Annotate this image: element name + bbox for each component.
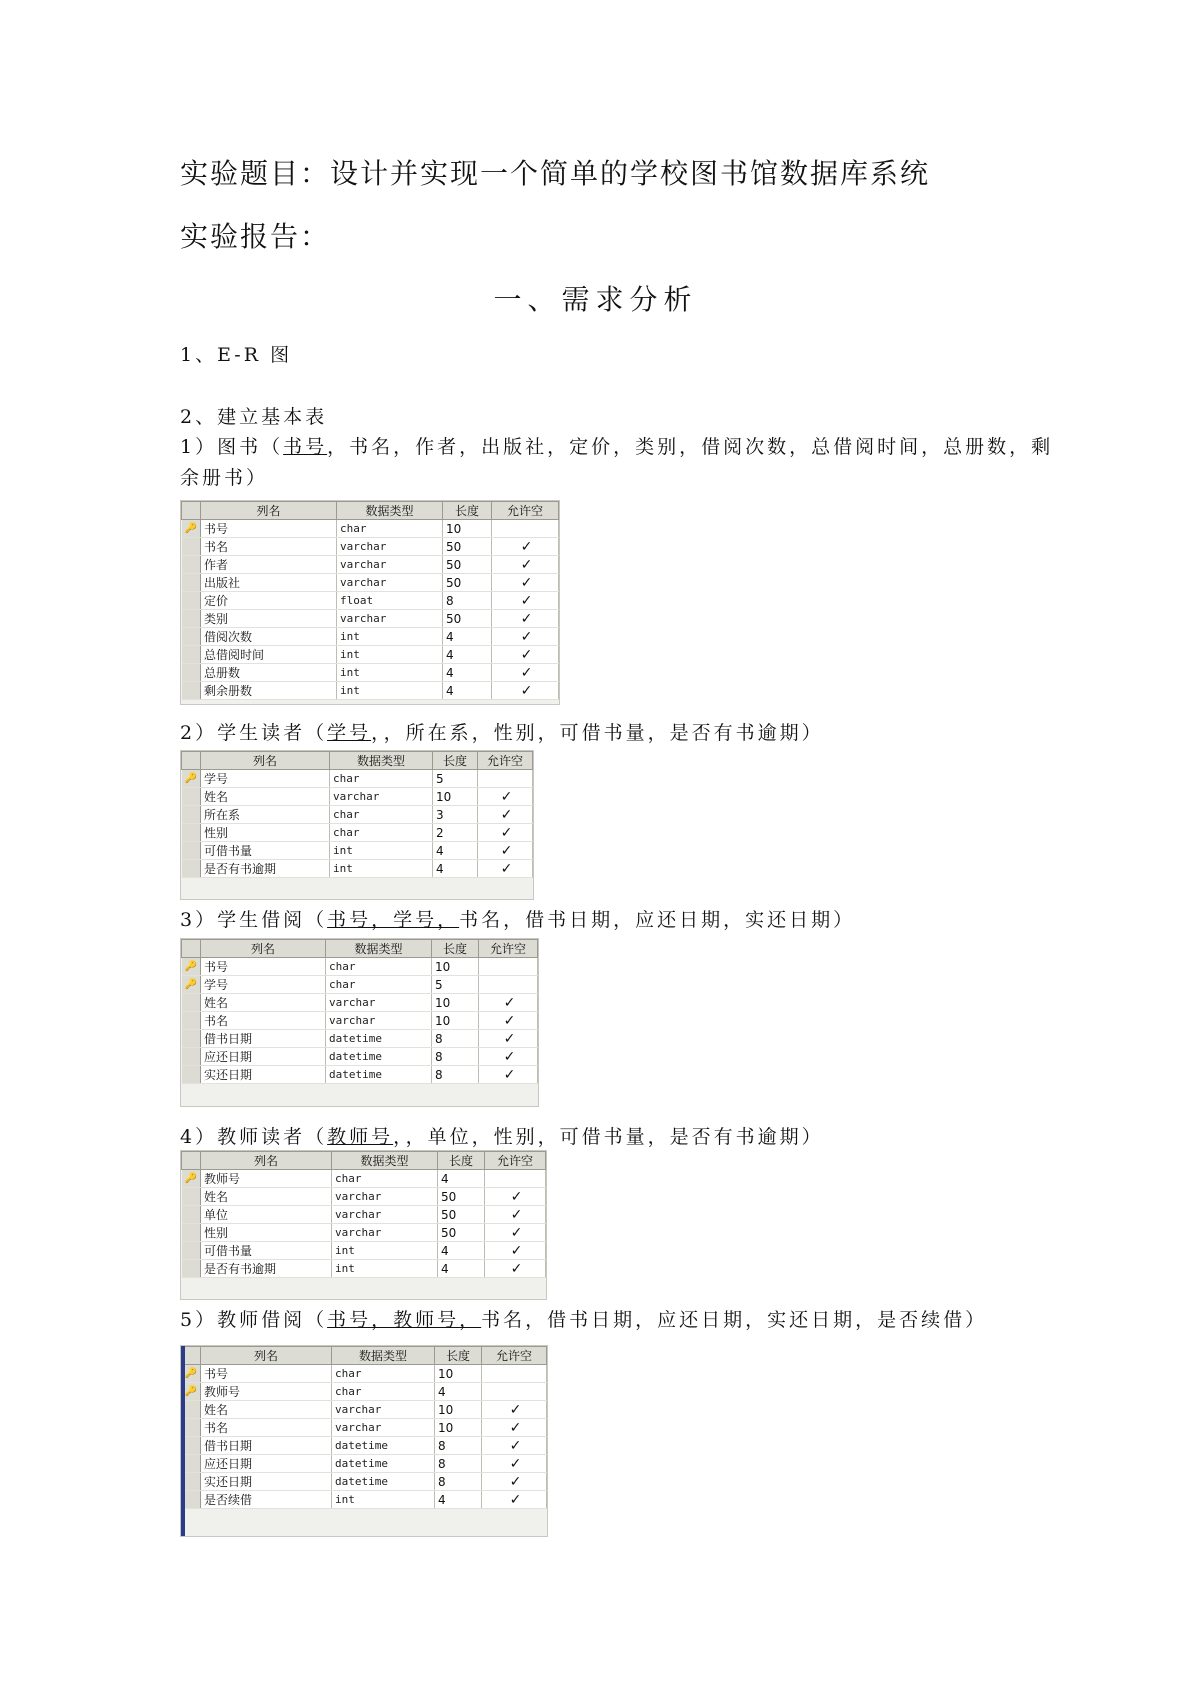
key-icon: 🔑: [182, 1170, 201, 1188]
column-header-name: 列名: [201, 1152, 332, 1170]
nullable-checkbox: ✓: [485, 1188, 546, 1206]
desc-rest: ，，所在系，性别，可借书量，是否有书逾期）: [371, 722, 824, 744]
key-icon: 🔑: [182, 770, 201, 788]
length-cell: 8: [443, 592, 492, 610]
nullable-checkbox: ✓: [482, 1401, 547, 1419]
table-row[interactable]: [182, 824, 533, 842]
table-row[interactable]: [182, 1365, 547, 1383]
desc-key: 教师号: [327, 1126, 394, 1148]
data-type-cell: datetime: [326, 1048, 432, 1066]
data-type-cell: char: [330, 770, 433, 788]
data-type-cell: datetime: [326, 1030, 432, 1048]
nullable-checkbox: [492, 520, 559, 538]
column-name-cell: 书号: [201, 520, 337, 538]
data-type-cell: char: [337, 520, 443, 538]
row-selector: [182, 538, 201, 556]
nullable-checkbox: ✓: [482, 1473, 547, 1491]
nullable-checkbox: ✓: [479, 1012, 538, 1030]
table-row[interactable]: [182, 1437, 547, 1455]
column-header-name: 列名: [201, 1347, 332, 1365]
empty-row: [182, 1084, 538, 1102]
row-selector: [182, 1242, 201, 1260]
table-desc-books: [180, 432, 1053, 459]
table-desc-books-line2: 余册书）: [180, 467, 269, 489]
data-type-cell: varchar: [332, 1206, 438, 1224]
column-name-cell: 性别: [201, 1224, 332, 1242]
data-type-cell: varchar: [326, 1012, 432, 1030]
item-er-diagram: 1、E-R 图: [180, 344, 293, 366]
table-row[interactable]: [182, 770, 533, 788]
desc-rest: 书名，借书日期，应还日期，实还日期）: [459, 909, 856, 931]
length-cell: 8: [435, 1455, 482, 1473]
table-row[interactable]: [182, 1491, 547, 1509]
column-name-cell: 单位: [201, 1206, 332, 1224]
column-header-type: 数据类型: [326, 940, 432, 958]
length-cell: 4: [443, 682, 492, 700]
length-cell: 4: [438, 1242, 485, 1260]
data-type-cell: varchar: [337, 574, 443, 592]
length-cell: 4: [433, 860, 478, 878]
column-header-nullable: 允许空: [478, 752, 533, 770]
data-type-cell: char: [326, 958, 432, 976]
selector-header: [182, 502, 201, 520]
empty-row: [182, 1278, 546, 1296]
table-row[interactable]: [182, 1066, 538, 1084]
data-type-cell: int: [330, 860, 433, 878]
row-selector: [182, 1188, 201, 1206]
nullable-checkbox: ✓: [482, 1437, 547, 1455]
nullable-checkbox: [485, 1170, 546, 1188]
nullable-checkbox: ✓: [492, 664, 559, 682]
nullable-checkbox: ✓: [482, 1491, 547, 1509]
length-cell: 10: [435, 1365, 482, 1383]
length-cell: 4: [435, 1491, 482, 1509]
nullable-checkbox: ✓: [492, 574, 559, 592]
length-cell: 8: [435, 1473, 482, 1491]
data-type-cell: int: [332, 1491, 435, 1509]
table-row[interactable]: [182, 1048, 538, 1066]
nullable-checkbox: ✓: [492, 592, 559, 610]
table-row[interactable]: [182, 1224, 546, 1242]
length-cell: 10: [432, 994, 479, 1012]
nullable-checkbox: ✓: [478, 788, 533, 806]
data-type-cell: varchar: [332, 1401, 435, 1419]
empty-row: [182, 700, 559, 706]
data-type-cell: varchar: [332, 1419, 435, 1437]
row-selector: [182, 842, 201, 860]
table-desc-teacher-readers: [180, 1122, 824, 1149]
nullable-checkbox: ✓: [479, 1030, 538, 1048]
column-name-cell: 书名: [201, 538, 337, 556]
desc-key: 书号，学号，: [327, 909, 460, 931]
column-name-cell: 借书日期: [201, 1437, 332, 1455]
desc-rest: 书名，借书日期，应还日期，实还日期，是否续借）: [481, 1309, 988, 1331]
column-header-nullable: 允许空: [485, 1152, 546, 1170]
selector-header: [182, 940, 201, 958]
row-selector: [182, 610, 201, 628]
schema-grid-student-readers: [180, 750, 534, 900]
table-row[interactable]: [182, 994, 538, 1012]
column-name-cell: 姓名: [201, 1188, 332, 1206]
row-selector: [182, 1048, 201, 1066]
length-cell: 10: [435, 1419, 482, 1437]
column-header-length: 长度: [438, 1152, 485, 1170]
length-cell: 10: [433, 788, 478, 806]
nullable-checkbox: ✓: [485, 1224, 546, 1242]
table-row[interactable]: [182, 1260, 546, 1278]
column-header-name: 列名: [201, 502, 337, 520]
row-selector: [182, 806, 201, 824]
schema-table: [181, 501, 559, 705]
table-row[interactable]: [182, 538, 559, 556]
column-header-name: 列名: [201, 752, 330, 770]
desc-prefix: 4）教师读者（: [180, 1126, 328, 1148]
column-name-cell: 实还日期: [201, 1066, 326, 1084]
column-name-cell: 是否有书逾期: [201, 1260, 332, 1278]
grid-left-bar: [181, 1346, 185, 1536]
column-name-cell: 是否续借: [201, 1491, 332, 1509]
table-row[interactable]: [182, 1242, 546, 1260]
column-header-length: 长度: [443, 502, 492, 520]
data-type-cell: char: [332, 1170, 438, 1188]
data-type-cell: varchar: [337, 556, 443, 574]
data-type-cell: char: [332, 1383, 435, 1401]
length-cell: 3: [433, 806, 478, 824]
length-cell: 4: [438, 1260, 485, 1278]
length-cell: 50: [443, 574, 492, 592]
table-row[interactable]: [182, 842, 533, 860]
column-name-cell: 借阅次数: [201, 628, 337, 646]
column-header-length: 长度: [433, 752, 478, 770]
column-name-cell: 作者: [201, 556, 337, 574]
data-type-cell: datetime: [332, 1437, 435, 1455]
column-name-cell: 可借书量: [201, 842, 330, 860]
table-row[interactable]: [182, 1401, 547, 1419]
data-type-cell: char: [332, 1365, 435, 1383]
nullable-checkbox: ✓: [492, 610, 559, 628]
table-desc-student-readers: [180, 718, 824, 745]
row-selector: [182, 1224, 201, 1242]
length-cell: 50: [443, 610, 492, 628]
desc-key: 书号: [283, 436, 328, 458]
nullable-checkbox: ✓: [492, 538, 559, 556]
length-cell: 8: [432, 1030, 479, 1048]
column-header-length: 长度: [435, 1347, 482, 1365]
length-cell: 50: [438, 1188, 485, 1206]
table-row[interactable]: [182, 628, 559, 646]
table-row[interactable]: [182, 860, 533, 878]
nullable-checkbox: ✓: [479, 1048, 538, 1066]
nullable-checkbox: ✓: [482, 1419, 547, 1437]
column-name-cell: 定价: [201, 592, 337, 610]
column-header-nullable: 允许空: [492, 502, 559, 520]
schema-grid-books: [180, 500, 560, 705]
column-name-cell: 所在系: [201, 806, 330, 824]
key-icon: 🔑: [182, 958, 201, 976]
column-name-cell: 性别: [201, 824, 330, 842]
table-row[interactable]: [182, 520, 559, 538]
nullable-checkbox: [482, 1365, 547, 1383]
schema-grid-teacher-borrowing: [180, 1345, 548, 1537]
data-type-cell: int: [332, 1242, 438, 1260]
column-name-cell: 书名: [201, 1419, 332, 1437]
column-header-type: 数据类型: [332, 1152, 438, 1170]
length-cell: 10: [435, 1401, 482, 1419]
empty-row: [182, 878, 533, 896]
row-selector: [182, 994, 201, 1012]
column-name-cell: 实还日期: [201, 1473, 332, 1491]
length-cell: 50: [443, 538, 492, 556]
nullable-checkbox: ✓: [479, 1066, 538, 1084]
desc-prefix: 2）学生读者（: [180, 722, 328, 744]
table-row[interactable]: [182, 592, 559, 610]
nullable-checkbox: ✓: [478, 842, 533, 860]
length-cell: 5: [432, 976, 479, 994]
row-selector: [182, 646, 201, 664]
length-cell: 4: [443, 628, 492, 646]
nullable-checkbox: ✓: [478, 824, 533, 842]
key-icon: 🔑: [182, 1365, 201, 1383]
schema-table: [181, 1151, 546, 1295]
data-type-cell: int: [337, 646, 443, 664]
length-cell: 4: [433, 842, 478, 860]
schema-table: [181, 939, 538, 1101]
column-name-cell: 学号: [201, 770, 330, 788]
table-row[interactable]: [182, 646, 559, 664]
length-cell: 4: [443, 646, 492, 664]
nullable-checkbox: ✓: [482, 1455, 547, 1473]
schema-grid-teacher-readers: [180, 1150, 547, 1300]
data-type-cell: varchar: [332, 1224, 438, 1242]
desc-prefix: 1）图书（: [180, 436, 284, 458]
nullable-checkbox: ✓: [492, 628, 559, 646]
empty-row: [182, 1509, 547, 1527]
column-header-type: 数据类型: [332, 1347, 435, 1365]
selector-header: [182, 1152, 201, 1170]
column-name-cell: 书号: [201, 1365, 332, 1383]
column-header-name: 列名: [201, 940, 326, 958]
column-name-cell: 可借书量: [201, 1242, 332, 1260]
desc-prefix: 5）教师借阅（: [180, 1309, 328, 1331]
row-selector: [182, 664, 201, 682]
column-header-nullable: 允许空: [479, 940, 538, 958]
data-type-cell: int: [332, 1260, 438, 1278]
schema-table: [181, 1346, 547, 1526]
column-name-cell: 总册数: [201, 664, 337, 682]
nullable-checkbox: ✓: [492, 646, 559, 664]
nullable-checkbox: ✓: [478, 806, 533, 824]
length-cell: 8: [435, 1437, 482, 1455]
desc-key: 书号，教师号，: [327, 1309, 482, 1331]
data-type-cell: varchar: [337, 538, 443, 556]
desc-prefix: 3）学生借阅（: [180, 909, 328, 931]
section-heading-requirements: 一、需求分析: [493, 283, 698, 316]
length-cell: 4: [438, 1170, 485, 1188]
data-type-cell: datetime: [332, 1455, 435, 1473]
table-row[interactable]: [182, 556, 559, 574]
column-header-nullable: 允许空: [482, 1347, 547, 1365]
key-icon: 🔑: [182, 1383, 201, 1401]
desc-key: 学号: [327, 722, 372, 744]
data-type-cell: datetime: [332, 1473, 435, 1491]
column-name-cell: 书名: [201, 1012, 326, 1030]
row-selector: [182, 1012, 201, 1030]
report-label: 实验报告：: [180, 220, 331, 253]
column-name-cell: 姓名: [201, 788, 330, 806]
data-type-cell: float: [337, 592, 443, 610]
column-name-cell: 出版社: [201, 574, 337, 592]
row-selector: [182, 860, 201, 878]
column-header-type: 数据类型: [330, 752, 433, 770]
column-name-cell: 剩余册数: [201, 682, 337, 700]
length-cell: 50: [443, 556, 492, 574]
nullable-checkbox: [479, 976, 538, 994]
nullable-checkbox: ✓: [492, 556, 559, 574]
table-row[interactable]: [182, 682, 559, 700]
row-selector: [182, 628, 201, 646]
table-row[interactable]: [182, 664, 559, 682]
data-type-cell: varchar: [326, 994, 432, 1012]
column-name-cell: 应还日期: [201, 1455, 332, 1473]
column-name-cell: 应还日期: [201, 1048, 326, 1066]
table-row[interactable]: [182, 1383, 547, 1401]
column-header-length: 长度: [432, 940, 479, 958]
data-type-cell: char: [326, 976, 432, 994]
column-header-type: 数据类型: [337, 502, 443, 520]
length-cell: 8: [432, 1066, 479, 1084]
column-name-cell: 类别: [201, 610, 337, 628]
row-selector: [182, 824, 201, 842]
desc-rest: ，，单位，性别，可借书量，是否有书逾期）: [393, 1126, 824, 1148]
key-icon: 🔑: [182, 520, 201, 538]
table-row[interactable]: [182, 788, 533, 806]
length-cell: 10: [443, 520, 492, 538]
nullable-checkbox: ✓: [479, 994, 538, 1012]
column-name-cell: 总借阅时间: [201, 646, 337, 664]
table-row[interactable]: [182, 976, 538, 994]
row-selector: [182, 574, 201, 592]
length-cell: 10: [432, 1012, 479, 1030]
length-cell: 8: [432, 1048, 479, 1066]
length-cell: 5: [433, 770, 478, 788]
nullable-checkbox: [482, 1383, 547, 1401]
table-desc-student-borrowing: [180, 905, 855, 932]
schema-grid-student-borrowing: [180, 938, 539, 1107]
length-cell: 4: [435, 1383, 482, 1401]
table-row[interactable]: [182, 958, 538, 976]
column-name-cell: 姓名: [201, 994, 326, 1012]
item-basic-tables: 2、建立基本表: [180, 406, 328, 428]
table-row[interactable]: [182, 1188, 546, 1206]
row-selector: [182, 788, 201, 806]
data-type-cell: int: [337, 664, 443, 682]
row-selector: [182, 1030, 201, 1048]
selector-header: [182, 752, 201, 770]
data-type-cell: int: [337, 682, 443, 700]
data-type-cell: char: [330, 806, 433, 824]
nullable-checkbox: ✓: [492, 682, 559, 700]
row-selector: [182, 1206, 201, 1224]
data-type-cell: char: [330, 824, 433, 842]
nullable-checkbox: [479, 958, 538, 976]
row-selector: [182, 1066, 201, 1084]
data-type-cell: int: [330, 842, 433, 860]
key-icon: 🔑: [182, 976, 201, 994]
column-name-cell: 书号: [201, 958, 326, 976]
desc-rest: ，书名，作者，出版社，定价，类别，借阅次数，总借阅时间，总册数，剩: [327, 436, 1054, 458]
schema-table: [181, 751, 533, 895]
data-type-cell: varchar: [330, 788, 433, 806]
data-type-cell: varchar: [337, 610, 443, 628]
table-row[interactable]: [182, 1030, 538, 1048]
column-name-cell: 借书日期: [201, 1030, 326, 1048]
table-row[interactable]: [182, 1455, 547, 1473]
row-selector: [182, 1260, 201, 1278]
table-row[interactable]: [182, 574, 559, 592]
table-row[interactable]: [182, 1170, 546, 1188]
length-cell: 50: [438, 1206, 485, 1224]
nullable-checkbox: ✓: [485, 1206, 546, 1224]
row-selector: [182, 556, 201, 574]
table-desc-teacher-borrowing: [180, 1305, 987, 1332]
data-type-cell: varchar: [332, 1188, 438, 1206]
table-row[interactable]: [182, 610, 559, 628]
table-row[interactable]: [182, 1012, 538, 1030]
column-name-cell: 教师号: [201, 1170, 332, 1188]
row-selector: [182, 682, 201, 700]
data-type-cell: datetime: [326, 1066, 432, 1084]
column-name-cell: 教师号: [201, 1383, 332, 1401]
nullable-checkbox: ✓: [485, 1260, 546, 1278]
length-cell: 50: [438, 1224, 485, 1242]
table-row[interactable]: [182, 1206, 546, 1224]
length-cell: 2: [433, 824, 478, 842]
column-name-cell: 学号: [201, 976, 326, 994]
table-row[interactable]: [182, 1419, 547, 1437]
column-name-cell: 是否有书逾期: [201, 860, 330, 878]
experiment-title: 实验题目：设计并实现一个简单的学校图书馆数据库系统: [180, 157, 931, 190]
table-row[interactable]: [182, 806, 533, 824]
length-cell: 10: [432, 958, 479, 976]
nullable-checkbox: ✓: [485, 1242, 546, 1260]
nullable-checkbox: ✓: [478, 860, 533, 878]
nullable-checkbox: [478, 770, 533, 788]
row-selector: [182, 592, 201, 610]
length-cell: 4: [443, 664, 492, 682]
table-row[interactable]: [182, 1473, 547, 1491]
column-name-cell: 姓名: [201, 1401, 332, 1419]
data-type-cell: int: [337, 628, 443, 646]
